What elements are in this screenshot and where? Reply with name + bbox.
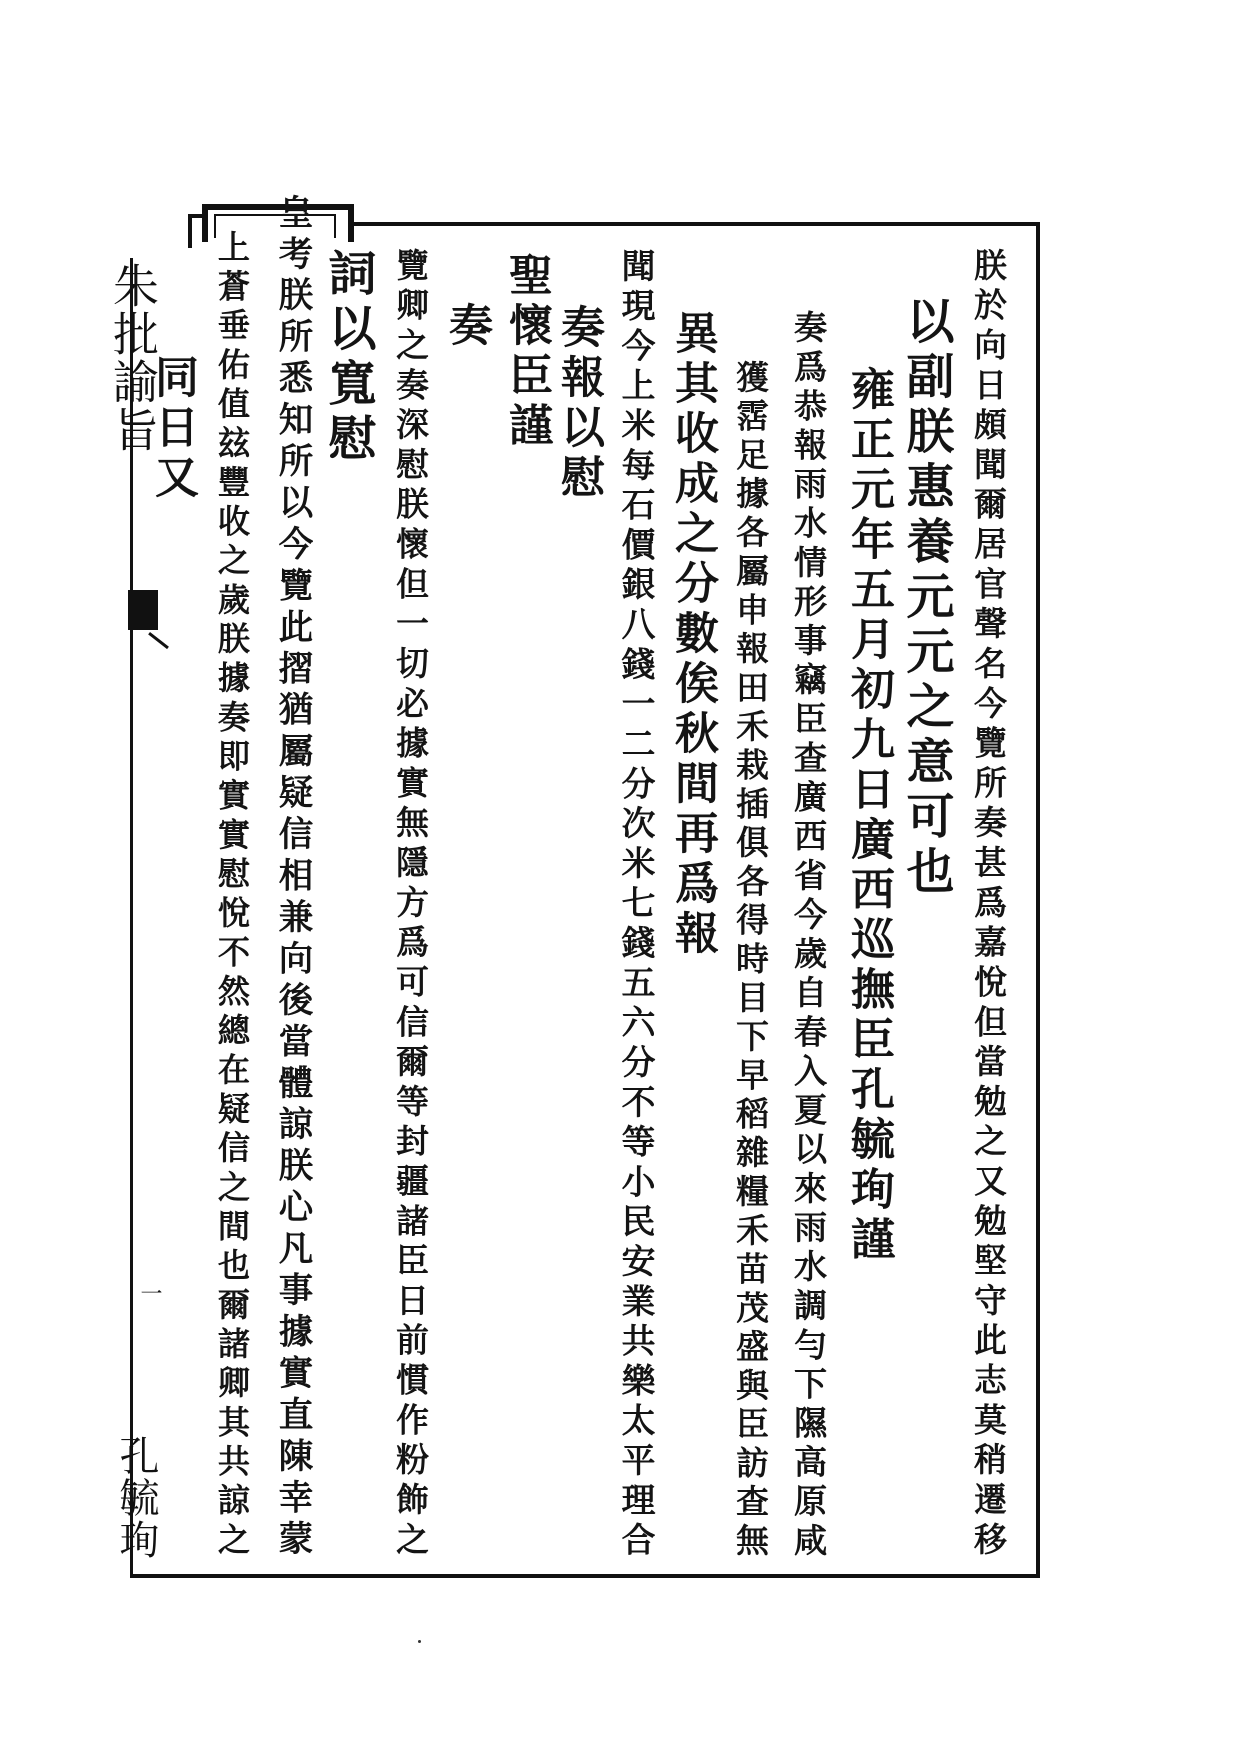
text-column-15: 同日又	[147, 354, 198, 504]
text-column-14: 上蒼垂佑值玆豐收之歲朕據奏即實實慰悅不然總在疑信之間也爾諸卿其共諒之	[213, 230, 251, 1562]
spine-fishtail-mark	[128, 590, 158, 630]
text-column-12: 詞以寬慰	[320, 248, 376, 468]
text-column-9: 聖懷臣謹	[501, 252, 552, 452]
text-column-11: 覽卿之奏深慰朕懷但一切必據實無隱方爲可信爾等封疆諸臣日前慣作粉飾之	[391, 248, 430, 1562]
text-column-5: 獲霑足據各屬申報田禾栽插俱各得時目下早稻雜糧禾苗茂盛與臣訪查無	[731, 360, 770, 1562]
stray-mark	[418, 1640, 421, 1643]
frame-right-border	[1036, 222, 1040, 1578]
text-column-1: 朕於向日頗聞爾居官聲名今覽所奏甚爲嘉悅但當勉之又勉堅守此志莫稍遷移	[969, 248, 1008, 1562]
spine-fishtail-tick	[148, 632, 169, 649]
frame-top-border	[340, 222, 1040, 226]
text-column-7: 聞現今上米每石價銀八錢一二分次米七錢五六分不等小民安業共樂太平理合	[616, 248, 656, 1562]
spine-volume-mark: 一	[137, 1282, 162, 1306]
text-column-10: 奏	[441, 302, 492, 352]
text-column-13: 皇考朕所悉知所以今覽此摺猶屬疑信相兼向後當體諒朕心凡事據實直陳幸蒙	[272, 194, 312, 1562]
spine-book-title: 朱批諭旨	[106, 262, 160, 454]
text-column-4: 奏爲恭報雨水情形事竊臣查廣西省今歲自春入夏以來雨水調勻下隰高原咸	[789, 310, 828, 1562]
text-column-2: 以副朕惠養元元之意可也	[898, 296, 954, 901]
text-column-3: 雍正元年五月初九日廣西巡撫臣孔毓珣謹	[843, 366, 894, 1266]
spine-official-name: 孔毓珣	[113, 1435, 159, 1561]
text-column-8: 奏報以慰	[553, 304, 604, 504]
frame-bottom-border	[130, 1574, 1040, 1578]
text-column-6: 異其收成之分數俟秋間再爲報	[667, 310, 718, 960]
